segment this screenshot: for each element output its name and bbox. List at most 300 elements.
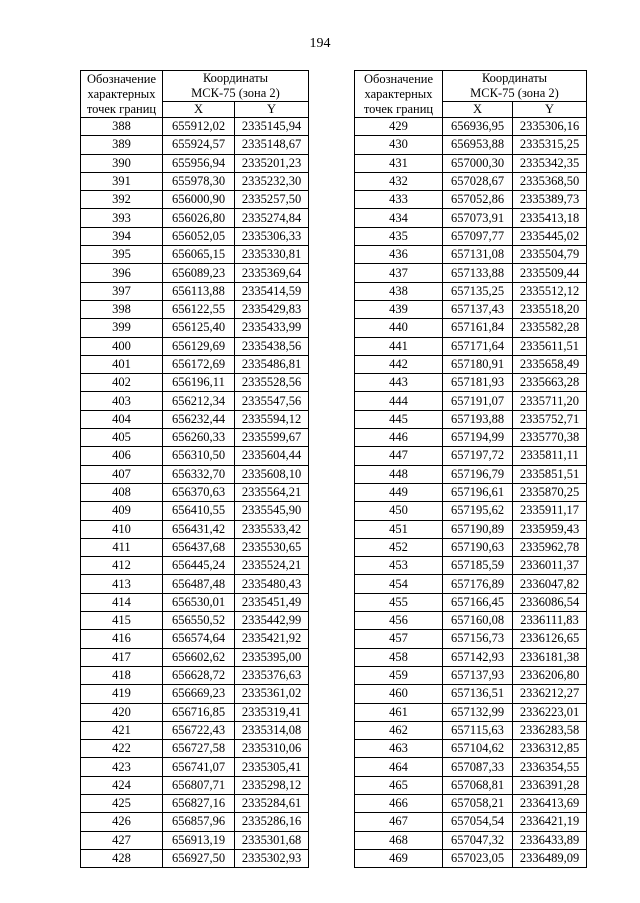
x-coordinate-cell: 657161,84 [443, 319, 513, 337]
y-coordinate-cell: 2335608,10 [235, 465, 309, 483]
x-coordinate-cell: 657068,81 [443, 776, 513, 794]
point-number-cell: 468 [355, 831, 443, 849]
coordinates-header-line2: МСК-75 (зона 2) [191, 86, 280, 100]
x-coordinate-cell: 657115,63 [443, 721, 513, 739]
x-coordinate-cell: 657137,43 [443, 300, 513, 318]
x-coordinate-cell: 657181,93 [443, 374, 513, 392]
x-coordinate-cell: 656857,96 [163, 813, 235, 831]
y-coordinate-cell: 2335959,43 [513, 520, 587, 538]
x-coordinate-cell: 657028,67 [443, 172, 513, 190]
y-coordinate-cell: 2336283,58 [513, 721, 587, 739]
x-coordinate-cell: 656628,72 [163, 666, 235, 684]
x-coordinate-cell: 657166,45 [443, 593, 513, 611]
y-coordinate-cell: 2335376,63 [235, 666, 309, 684]
point-number-cell: 410 [81, 520, 163, 538]
y-coordinate-cell: 2335438,56 [235, 337, 309, 355]
point-number-cell: 417 [81, 648, 163, 666]
point-number-cell: 460 [355, 685, 443, 703]
x-coordinate-cell: 656669,23 [163, 685, 235, 703]
x-coordinate-cell: 655978,30 [163, 172, 235, 190]
table-row [81, 300, 309, 318]
y-coordinate-cell: 2335663,28 [513, 374, 587, 392]
y-coordinate-cell: 2336421,19 [513, 813, 587, 831]
y-coordinate-cell: 2335421,92 [235, 630, 309, 648]
y-coordinate-cell: 2336111,83 [513, 612, 587, 630]
y-coordinate-cell: 2335361,02 [235, 685, 309, 703]
point-number-cell: 393 [81, 209, 163, 227]
x-coordinate-cell: 656574,64 [163, 630, 235, 648]
y-coordinate-cell: 2335530,65 [235, 538, 309, 556]
y-coordinate-cell: 2335305,41 [235, 758, 309, 776]
x-coordinate-cell: 656741,07 [163, 758, 235, 776]
table-row [81, 410, 309, 428]
point-number-cell: 445 [355, 410, 443, 428]
table-row [81, 648, 309, 666]
table-row [81, 794, 309, 812]
point-number-cell: 451 [355, 520, 443, 538]
point-number-cell: 456 [355, 612, 443, 630]
x-coordinate-cell: 657142,93 [443, 648, 513, 666]
point-number-cell: 389 [81, 136, 163, 154]
x-coordinate-cell: 657156,73 [443, 630, 513, 648]
x-coordinate-cell: 657193,88 [443, 410, 513, 428]
point-number-cell: 435 [355, 227, 443, 245]
table-row [81, 429, 309, 447]
x-coordinate-cell: 657047,32 [443, 831, 513, 849]
table-row [81, 136, 309, 154]
x-coordinate-cell: 656065,15 [163, 246, 235, 264]
y-coordinate-cell: 2335368,50 [513, 172, 587, 190]
table-row [81, 355, 309, 373]
coordinates-header [163, 71, 309, 102]
x-coordinate-cell: 655912,02 [163, 118, 235, 136]
x-coordinate-cell: 657196,79 [443, 465, 513, 483]
point-number-cell: 442 [355, 355, 443, 373]
y-coordinate-cell: 2335395,00 [235, 648, 309, 666]
table-row [355, 630, 587, 648]
point-number-cell: 437 [355, 264, 443, 282]
y-coordinate-cell: 2336181,38 [513, 648, 587, 666]
x-coordinate-cell: 656431,42 [163, 520, 235, 538]
point-number-cell: 400 [81, 337, 163, 355]
point-number-cell: 420 [81, 703, 163, 721]
table-row [355, 282, 587, 300]
point-number-cell: 461 [355, 703, 443, 721]
x-coordinate-cell: 656716,85 [163, 703, 235, 721]
table-row [355, 410, 587, 428]
point-number-cell: 394 [81, 227, 163, 245]
x-coordinate-cell: 656602,62 [163, 648, 235, 666]
point-number-cell: 430 [355, 136, 443, 154]
y-coordinate-cell: 2335201,23 [235, 154, 309, 172]
x-coordinate-cell: 655956,94 [163, 154, 235, 172]
y-coordinate-cell: 2335611,51 [513, 337, 587, 355]
point-label-header [81, 71, 163, 118]
x-coordinate-cell: 656113,88 [163, 282, 235, 300]
y-coordinate-cell: 2335564,21 [235, 483, 309, 501]
y-coordinate-cell: 2335306,16 [513, 118, 587, 136]
page-number: 194 [309, 36, 331, 51]
coordinates-header-line2: МСК-75 (зона 2) [470, 86, 559, 100]
x-coordinate-cell: 655924,57 [163, 136, 235, 154]
y-column-header: Y [235, 102, 309, 118]
point-number-cell: 450 [355, 502, 443, 520]
table-row [355, 593, 587, 611]
point-number-cell: 432 [355, 172, 443, 190]
table-row [355, 502, 587, 520]
y-coordinate-cell: 2335711,20 [513, 392, 587, 410]
y-column-header: Y [513, 102, 587, 118]
point-number-cell: 424 [81, 776, 163, 794]
table-row [355, 392, 587, 410]
table-row [81, 849, 309, 867]
x-coordinate-cell: 657087,33 [443, 758, 513, 776]
y-coordinate-cell: 2336312,85 [513, 740, 587, 758]
table-row [355, 648, 587, 666]
table-row [355, 227, 587, 245]
point-number-cell: 429 [355, 118, 443, 136]
table-row [355, 264, 587, 282]
x-coordinate-cell: 656232,44 [163, 410, 235, 428]
y-coordinate-cell: 2336391,28 [513, 776, 587, 794]
y-coordinate-cell: 2335315,25 [513, 136, 587, 154]
x-coordinate-cell: 657176,89 [443, 575, 513, 593]
point-number-cell: 441 [355, 337, 443, 355]
table-row [81, 447, 309, 465]
point-number-cell: 401 [81, 355, 163, 373]
x-coordinate-cell: 656807,71 [163, 776, 235, 794]
table-row [81, 666, 309, 684]
point-number-cell: 408 [81, 483, 163, 501]
table-row [355, 538, 587, 556]
x-coordinate-cell: 657197,72 [443, 447, 513, 465]
table-row [81, 502, 309, 520]
table-row [81, 392, 309, 410]
x-coordinate-cell: 656550,52 [163, 612, 235, 630]
x-coordinate-cell: 656332,70 [163, 465, 235, 483]
point-label-header [355, 71, 443, 118]
y-coordinate-cell: 2336047,82 [513, 575, 587, 593]
coordinates-table-left [80, 70, 309, 868]
table-row [81, 209, 309, 227]
table-row [81, 172, 309, 190]
point-number-cell: 433 [355, 191, 443, 209]
table-row [81, 227, 309, 245]
x-coordinate-cell: 657190,89 [443, 520, 513, 538]
point-number-cell: 413 [81, 575, 163, 593]
table-row [81, 246, 309, 264]
point-number-cell: 462 [355, 721, 443, 739]
point-number-cell: 428 [81, 849, 163, 867]
x-coordinate-cell: 657023,05 [443, 849, 513, 867]
x-coordinate-cell: 656936,95 [443, 118, 513, 136]
x-coordinate-cell: 656530,01 [163, 593, 235, 611]
y-coordinate-cell: 2336206,80 [513, 666, 587, 684]
table-row [355, 465, 587, 483]
point-number-cell: 415 [81, 612, 163, 630]
table-row [355, 337, 587, 355]
point-number-cell: 398 [81, 300, 163, 318]
point-number-cell: 418 [81, 666, 163, 684]
table-row [355, 154, 587, 172]
point-number-cell: 434 [355, 209, 443, 227]
x-coordinate-cell: 657097,77 [443, 227, 513, 245]
x-coordinate-cell: 656000,90 [163, 191, 235, 209]
point-number-cell: 396 [81, 264, 163, 282]
y-coordinate-cell: 2335658,49 [513, 355, 587, 373]
point-number-cell: 465 [355, 776, 443, 794]
table-row [355, 813, 587, 831]
point-number-cell: 412 [81, 557, 163, 575]
y-coordinate-cell: 2335451,49 [235, 593, 309, 611]
table-row [355, 557, 587, 575]
point-number-cell: 449 [355, 483, 443, 501]
y-coordinate-cell: 2335752,71 [513, 410, 587, 428]
point-label-header-line2: характерных [87, 86, 156, 101]
x-coordinate-cell: 656953,88 [443, 136, 513, 154]
point-number-cell: 419 [81, 685, 163, 703]
x-coordinate-cell: 657137,93 [443, 666, 513, 684]
table-row [81, 831, 309, 849]
y-coordinate-cell: 2335232,30 [235, 172, 309, 190]
y-coordinate-cell: 2336126,65 [513, 630, 587, 648]
y-coordinate-cell: 2335145,94 [235, 118, 309, 136]
point-number-cell: 459 [355, 666, 443, 684]
y-coordinate-cell: 2335604,44 [235, 447, 309, 465]
x-coordinate-cell: 657131,08 [443, 246, 513, 264]
x-coordinate-cell: 656122,55 [163, 300, 235, 318]
y-coordinate-cell: 2336433,89 [513, 831, 587, 849]
table-row [81, 612, 309, 630]
table-row [355, 849, 587, 867]
y-coordinate-cell: 2335547,56 [235, 392, 309, 410]
table-row [81, 520, 309, 538]
x-coordinate-cell: 657194,99 [443, 429, 513, 447]
table-row [355, 666, 587, 684]
table-row [81, 630, 309, 648]
y-coordinate-cell: 2335518,20 [513, 300, 587, 318]
point-label-header-line1: Обозначение [86, 71, 157, 86]
point-number-cell: 467 [355, 813, 443, 831]
x-coordinate-cell: 657054,54 [443, 813, 513, 831]
y-coordinate-cell: 2335528,56 [235, 374, 309, 392]
x-coordinate-cell: 657073,91 [443, 209, 513, 227]
point-number-cell: 407 [81, 465, 163, 483]
y-coordinate-cell: 2335870,25 [513, 483, 587, 501]
x-coordinate-cell: 657052,86 [443, 191, 513, 209]
table-row [355, 118, 587, 136]
coordinates-header-line1: Координаты [481, 71, 548, 85]
table-row [355, 319, 587, 337]
table-row [355, 209, 587, 227]
table-row [355, 191, 587, 209]
point-number-cell: 411 [81, 538, 163, 556]
table-row [81, 703, 309, 721]
point-number-cell: 409 [81, 502, 163, 520]
point-number-cell: 469 [355, 849, 443, 867]
y-coordinate-cell: 2335962,78 [513, 538, 587, 556]
point-number-cell: 397 [81, 282, 163, 300]
x-coordinate-cell: 656410,55 [163, 502, 235, 520]
y-coordinate-cell: 2335274,84 [235, 209, 309, 227]
point-number-cell: 440 [355, 319, 443, 337]
table-row [81, 685, 309, 703]
point-label-header-line3: точек границ [86, 101, 157, 116]
y-coordinate-cell: 2335429,83 [235, 300, 309, 318]
y-coordinate-cell: 2335524,21 [235, 557, 309, 575]
y-coordinate-cell: 2336212,27 [513, 685, 587, 703]
y-coordinate-cell: 2335330,81 [235, 246, 309, 264]
x-coordinate-cell: 657104,62 [443, 740, 513, 758]
y-coordinate-cell: 2335414,59 [235, 282, 309, 300]
x-coordinate-cell: 657185,59 [443, 557, 513, 575]
table-row [81, 337, 309, 355]
y-coordinate-cell: 2336354,55 [513, 758, 587, 776]
x-coordinate-cell: 656927,50 [163, 849, 235, 867]
table-row [81, 740, 309, 758]
y-coordinate-cell: 2335314,08 [235, 721, 309, 739]
y-coordinate-cell: 2335486,81 [235, 355, 309, 373]
x-coordinate-cell: 656026,80 [163, 209, 235, 227]
coordinates-table-right [354, 70, 587, 868]
x-coordinate-cell: 657190,63 [443, 538, 513, 556]
x-coordinate-cell: 656437,68 [163, 538, 235, 556]
point-number-cell: 436 [355, 246, 443, 264]
y-coordinate-cell: 2336011,37 [513, 557, 587, 575]
table-row [81, 557, 309, 575]
x-coordinate-cell: 656129,69 [163, 337, 235, 355]
point-number-cell: 406 [81, 447, 163, 465]
y-coordinate-cell: 2336086,54 [513, 593, 587, 611]
x-coordinate-cell: 657180,91 [443, 355, 513, 373]
x-coordinate-cell: 656125,40 [163, 319, 235, 337]
y-coordinate-cell: 2335582,28 [513, 319, 587, 337]
point-number-cell: 438 [355, 282, 443, 300]
point-number-cell: 388 [81, 118, 163, 136]
y-coordinate-cell: 2336413,69 [513, 794, 587, 812]
point-number-cell: 447 [355, 447, 443, 465]
x-coordinate-cell: 656722,43 [163, 721, 235, 739]
x-coordinate-cell: 657191,07 [443, 392, 513, 410]
table-row [355, 447, 587, 465]
table-row [355, 246, 587, 264]
table-row [355, 520, 587, 538]
table-row [81, 721, 309, 739]
y-coordinate-cell: 2335306,33 [235, 227, 309, 245]
point-number-cell: 423 [81, 758, 163, 776]
x-coordinate-cell: 656212,34 [163, 392, 235, 410]
y-coordinate-cell: 2335284,61 [235, 794, 309, 812]
y-coordinate-cell: 2335512,12 [513, 282, 587, 300]
y-coordinate-cell: 2335310,06 [235, 740, 309, 758]
x-coordinate-cell: 657000,30 [443, 154, 513, 172]
point-number-cell: 439 [355, 300, 443, 318]
table-row [355, 685, 587, 703]
y-coordinate-cell: 2335504,79 [513, 246, 587, 264]
point-number-cell: 446 [355, 429, 443, 447]
x-coordinate-cell: 656089,23 [163, 264, 235, 282]
y-coordinate-cell: 2336489,09 [513, 849, 587, 867]
point-number-cell: 390 [81, 154, 163, 172]
y-coordinate-cell: 2335433,99 [235, 319, 309, 337]
table-row [81, 282, 309, 300]
x-coordinate-cell: 657171,64 [443, 337, 513, 355]
table-row [355, 172, 587, 190]
table-row [355, 300, 587, 318]
coordinates-header [443, 71, 587, 102]
x-coordinate-cell: 656260,33 [163, 429, 235, 447]
x-coordinate-cell: 657195,62 [443, 502, 513, 520]
y-coordinate-cell: 2335257,50 [235, 191, 309, 209]
table-row [81, 264, 309, 282]
y-coordinate-cell: 2335319,41 [235, 703, 309, 721]
y-coordinate-cell: 2335342,35 [513, 154, 587, 172]
point-label-header-line2: характерных [364, 86, 433, 101]
table-row [81, 154, 309, 172]
point-number-cell: 448 [355, 465, 443, 483]
x-coordinate-cell: 656827,16 [163, 794, 235, 812]
coordinates-header-line1: Координаты [202, 71, 269, 85]
y-coordinate-cell: 2336223,01 [513, 703, 587, 721]
table-row [81, 465, 309, 483]
table-row [81, 319, 309, 337]
y-coordinate-cell: 2335302,93 [235, 849, 309, 867]
point-number-cell: 443 [355, 374, 443, 392]
point-number-cell: 427 [81, 831, 163, 849]
y-coordinate-cell: 2335594,12 [235, 410, 309, 428]
x-coordinate-cell: 656196,11 [163, 374, 235, 392]
y-coordinate-cell: 2335286,16 [235, 813, 309, 831]
x-coordinate-cell: 656487,48 [163, 575, 235, 593]
table-row [81, 575, 309, 593]
point-number-cell: 453 [355, 557, 443, 575]
y-coordinate-cell: 2335911,17 [513, 502, 587, 520]
y-coordinate-cell: 2335509,44 [513, 264, 587, 282]
point-number-cell: 452 [355, 538, 443, 556]
table-row [355, 740, 587, 758]
table-row [355, 721, 587, 739]
y-coordinate-cell: 2335770,38 [513, 429, 587, 447]
x-coordinate-cell: 656445,24 [163, 557, 235, 575]
point-number-cell: 421 [81, 721, 163, 739]
x-coordinate-cell: 656310,50 [163, 447, 235, 465]
table-row [81, 776, 309, 794]
y-coordinate-cell: 2335445,02 [513, 227, 587, 245]
point-number-cell: 444 [355, 392, 443, 410]
table-row [81, 191, 309, 209]
y-coordinate-cell: 2335369,64 [235, 264, 309, 282]
point-number-cell: 464 [355, 758, 443, 776]
table-row [355, 355, 587, 373]
point-number-cell: 416 [81, 630, 163, 648]
x-coordinate-cell: 656172,69 [163, 355, 235, 373]
table-row [81, 483, 309, 501]
point-number-cell: 403 [81, 392, 163, 410]
point-number-cell: 404 [81, 410, 163, 428]
x-coordinate-cell: 656727,58 [163, 740, 235, 758]
point-number-cell: 405 [81, 429, 163, 447]
x-coordinate-cell: 657058,21 [443, 794, 513, 812]
point-label-header-line3: точек границ [363, 101, 434, 116]
table-row [355, 776, 587, 794]
table-row [355, 612, 587, 630]
point-number-cell: 422 [81, 740, 163, 758]
table-row [355, 429, 587, 447]
table-row [355, 575, 587, 593]
table-row [355, 374, 587, 392]
x-coordinate-cell: 656913,19 [163, 831, 235, 849]
x-column-header: X [163, 102, 235, 118]
